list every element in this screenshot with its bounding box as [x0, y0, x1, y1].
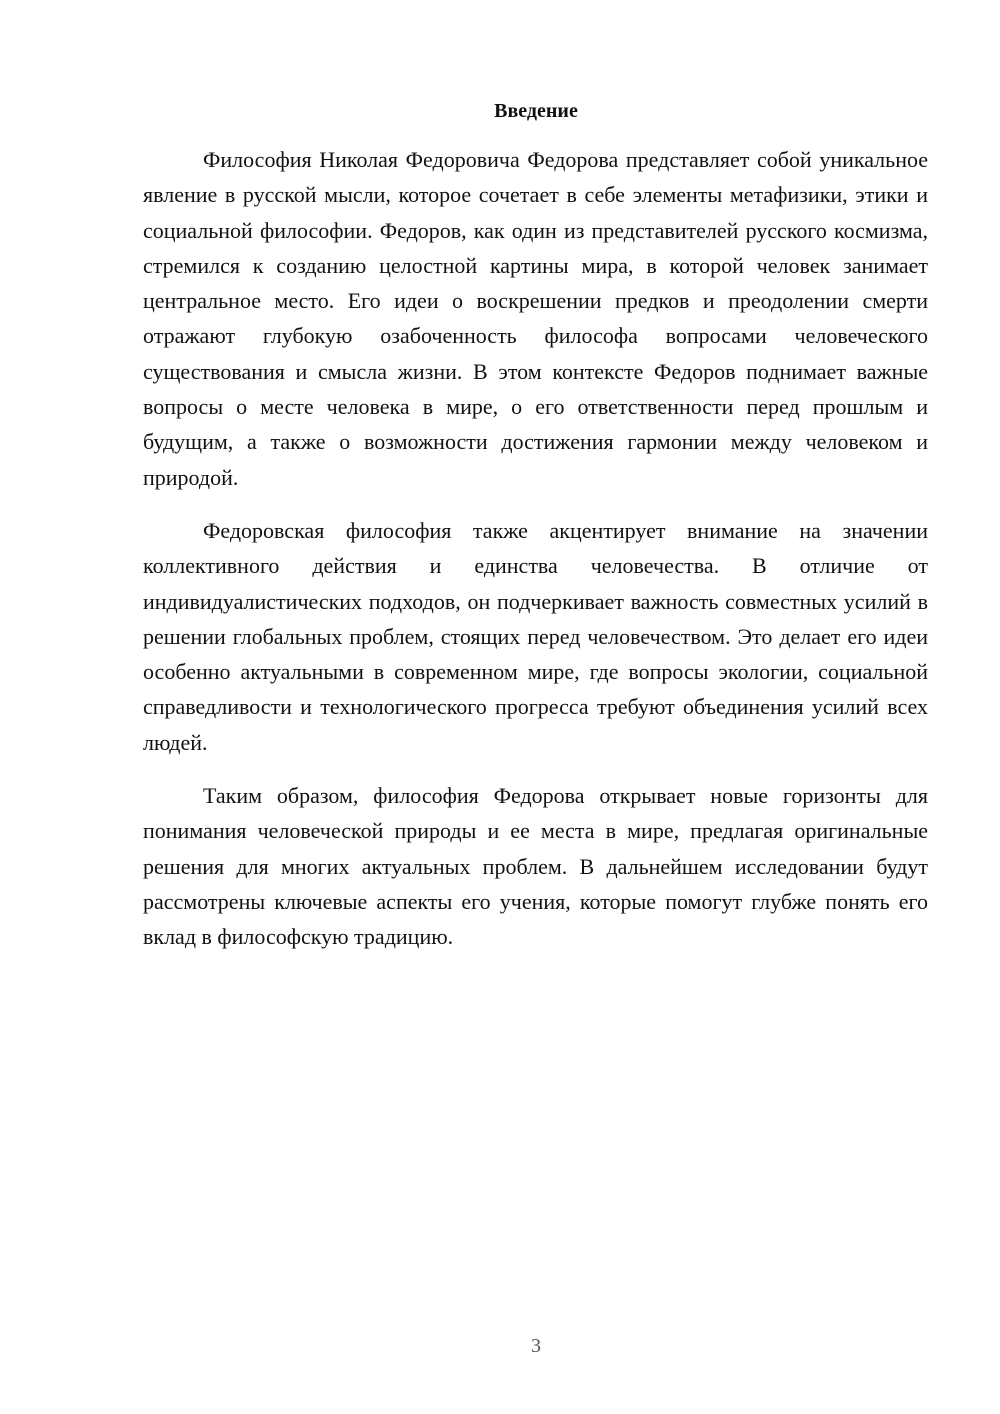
paragraph-1: Философия Николая Федоровича Федорова представляет собой уникальное явление в русской мысли, которое сочетает в себе элементы метафизики, этики и социальной философии. Федоров, как один из представителей русского космизма, стремился к созданию целостной картины мира, в которой человек занимает центральное место. Его идеи о воскрешении предков и преодолении смерти отражают глубокую озабоченность философа вопросами человеческого существования и смысла жизни. В этом контексте Федоров поднимает важные вопросы о месте человека в мире, о его ответственности перед прошлым и будущим, а также о возможности достижения гармонии между человеком и природой. — [143, 147, 928, 490]
page-number: 3 — [531, 1335, 541, 1357]
paragraph-3: Таким образом, философия Федорова открывает новые горизонты для понимания человеческой природы и ее места в мире, предлагая оригинальные решения для многих актуальных проблем. В дальнейшем исследовании будут рассмотрены ключевые аспекты его учения, которые помогут глубже понять его вклад в философскую традицию. — [143, 783, 928, 950]
body-text — [143, 142, 928, 973]
section-heading: Введение — [494, 100, 578, 122]
paragraph-2: Федоровская философия также акцентирует внимание на значении коллективного действия и единства человечества. В отличие от индивидуалистических подходов, он подчеркивает важность совместных усилий в решении глобальных проблем, стоящих перед человечеством. Это делает его идеи особенно актуальными в современном мире, где вопросы экологии, социальной справедливости и технологического прогресса требуют объединения усилий всех людей. — [143, 517, 928, 755]
